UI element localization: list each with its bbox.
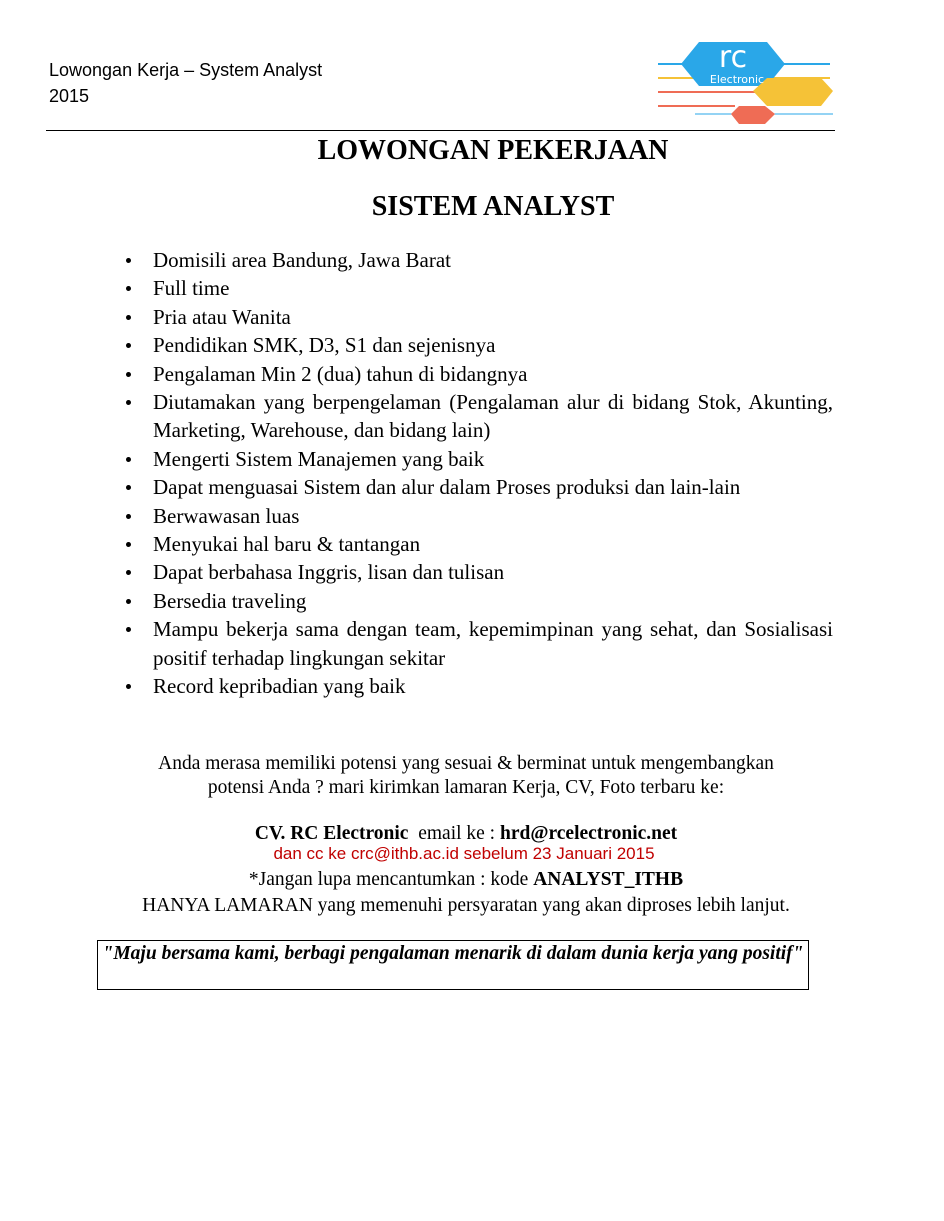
bullet-icon: [126, 485, 131, 490]
list-item: Dapat berbahasa Inggris, lisan dan tulisan: [120, 558, 833, 586]
email-label: email ke :: [418, 823, 496, 844]
bullet-icon: [126, 258, 131, 263]
list-item: Pengalaman Min 2 (dua) tahun di bidangnya: [120, 360, 833, 388]
list-item: Berwawasan luas: [120, 502, 833, 530]
cc-deadline-line: dan cc ke crc@ithb.ac.id sebelum 23 Januari 2015: [273, 844, 655, 863]
bullet-icon: [126, 627, 131, 632]
list-item: Pria atau Wanita: [120, 303, 833, 331]
invitation-line-1: Anda merasa memiliki potensi yang sesuai & berminat untuk mengembangkan: [158, 753, 774, 774]
email-link[interactable]: hrd@rcelectronic.net: [499, 823, 678, 844]
list-item: Diutamakan yang berpengelaman (Pengalaman alur di bidang Stok, Akunting, Marketing, Warehouse, dan bidang lain): [120, 388, 833, 445]
bullet-icon: [126, 343, 131, 348]
list-item: Dapat menguasai Sistem dan alur dalam Proses produksi dan lain-lain: [120, 473, 833, 501]
logo-letters: rc: [718, 40, 748, 75]
processing-note: HANYA LAMARAN yang memenuhi persyaratan yang akan diproses lebih lanjut.: [142, 895, 790, 916]
header-divider: [46, 130, 835, 131]
list-item: Mampu bekerja sama dengan team, kepemimpinan yang sehat, dan Sosialisasi positif terhadap lingkungan sekitar: [120, 615, 833, 672]
list-item: Full time: [120, 274, 833, 302]
list-item: Mengerti Sistem Manajemen yang baik: [120, 445, 833, 473]
page-subtitle: SISTEM ANALYST: [371, 191, 615, 222]
rc-electronic-logo: [655, 34, 833, 126]
invitation-text: [46, 752, 886, 800]
bullet-icon: [126, 315, 131, 320]
list-item: Domisili area Bandung, Jawa Barat: [120, 246, 833, 274]
header-title: Lowongan Kerja – System Analyst: [49, 60, 323, 80]
invitation-line-2: potensi Anda ? mari kirimkan lamaran Kerja, CV, Foto terbaru ke:: [207, 777, 725, 798]
page-title: LOWONGAN PEKERJAAN: [317, 135, 669, 166]
requirements-list: [120, 246, 833, 701]
company-name: CV. RC Electronic: [254, 823, 409, 844]
bullet-icon: [126, 372, 131, 377]
list-item: Menyukai hal baru & tantangan: [120, 530, 833, 558]
list-item: Bersedia traveling: [120, 587, 833, 615]
bullet-icon: [126, 684, 131, 689]
bullet-icon: [126, 514, 131, 519]
bullet-icon: [126, 457, 131, 462]
list-item: Record kepribadian yang baik: [120, 672, 833, 700]
bullet-icon: [126, 400, 131, 405]
list-item: Pendidikan SMK, D3, S1 dan sejenisnya: [120, 331, 833, 359]
bullet-icon: [126, 542, 131, 547]
bullet-icon: [126, 286, 131, 291]
application-code: ANALYST_ITHB: [533, 869, 684, 890]
contact-line: [46, 822, 886, 846]
page-header: [49, 57, 322, 109]
header-year: 2015: [49, 86, 90, 106]
motto-box: "Maju bersama kami, berbagi pengalaman menarik di dalam dunia kerja yang positif": [97, 940, 809, 990]
bullet-icon: [126, 570, 131, 575]
logo-subtext: Electronic: [709, 73, 765, 86]
code-note-prefix: *Jangan lupa mencantumkan : kode: [248, 869, 529, 890]
bullet-icon: [126, 599, 131, 604]
code-note: [46, 868, 886, 892]
